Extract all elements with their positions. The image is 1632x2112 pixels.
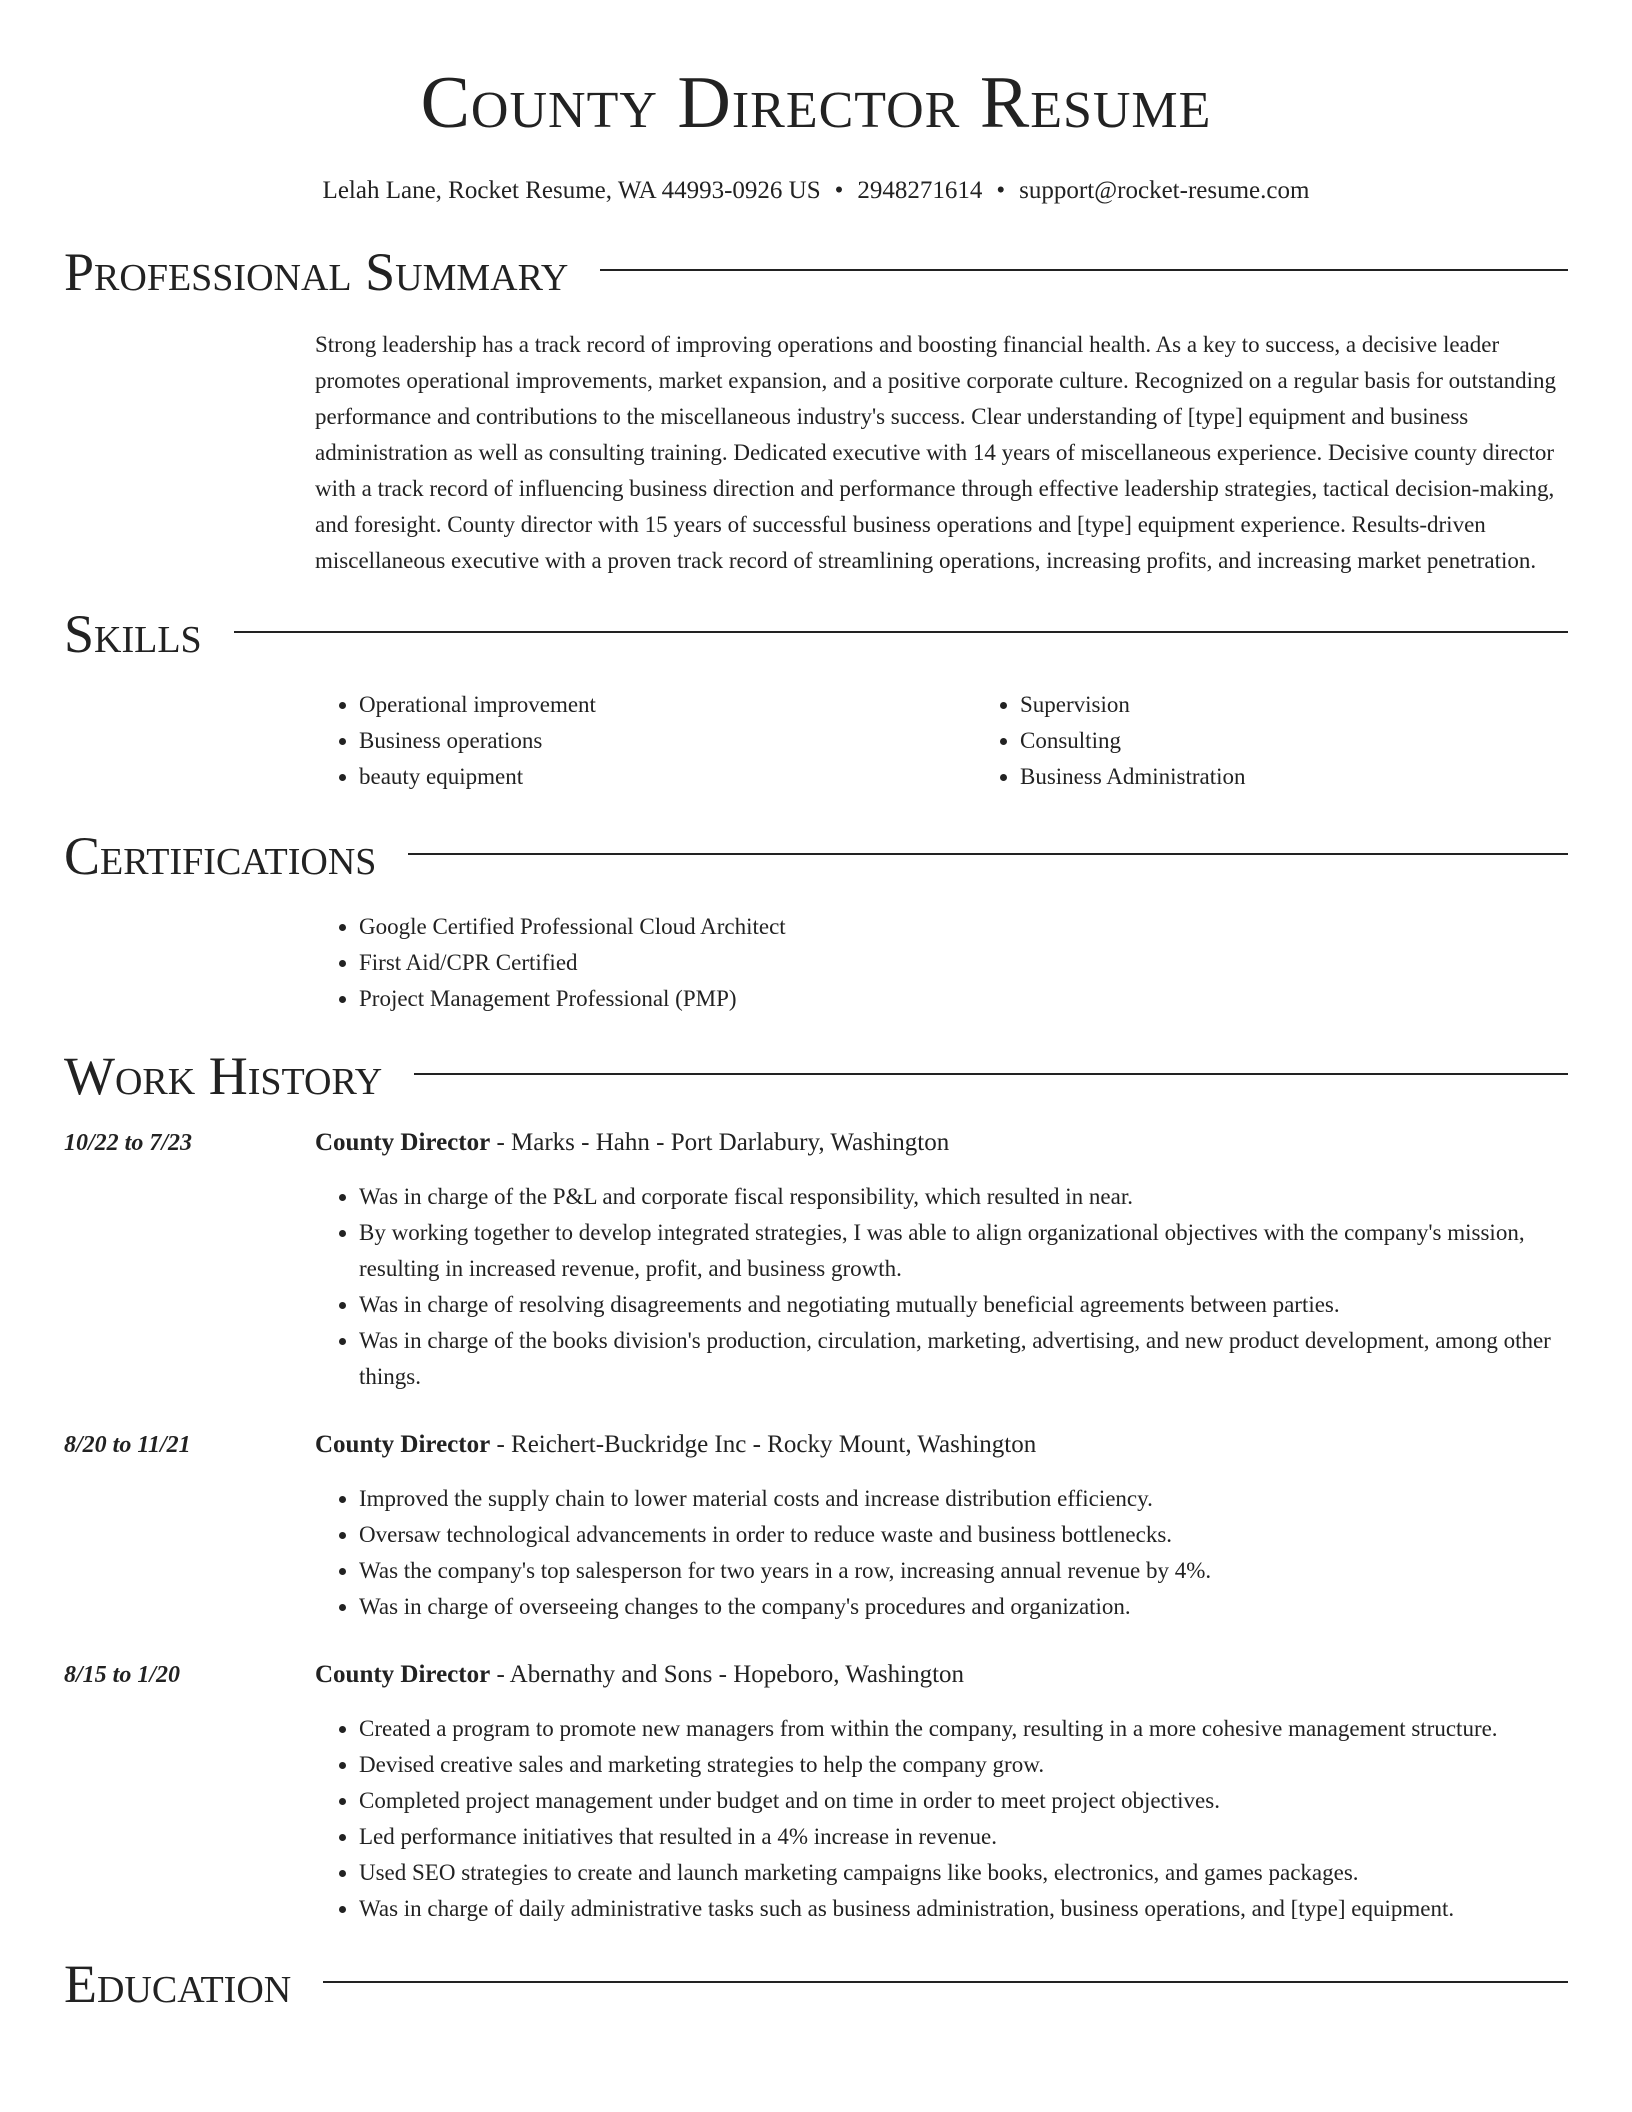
skill-item: • beauty equipment — [359, 759, 976, 795]
section-divider — [600, 269, 1568, 271]
section-education-title: Education — [64, 1954, 292, 2014]
skills-grid — [315, 687, 1568, 795]
section-divider — [414, 1073, 1568, 1075]
skill-item: • Operational improvement — [359, 687, 976, 723]
certifications-list — [315, 909, 1568, 1017]
summary-block — [315, 327, 1568, 579]
job-employer: - Marks - Hahn - Port Darlabury, Washington — [490, 1129, 950, 1156]
resume-page — [64, 0, 1568, 2015]
job-bullet: • Was the company's top salesperson for two years in a row, increasing annual revenue by 4%. — [359, 1553, 1568, 1589]
job-details — [315, 1657, 1568, 1927]
job-bullet: • Was in charge of overseeing changes to the company's procedures and organization. — [359, 1589, 1568, 1625]
job-title: County Director — [315, 1661, 491, 1688]
job-entry — [64, 1657, 1568, 1927]
skill-item: • Business Administration — [1020, 759, 1632, 795]
job-details — [315, 1427, 1568, 1625]
certification-item: • Google Certified Professional Cloud Architect — [359, 909, 1568, 945]
contact-address: Lelah Lane, Rocket Resume, WA 44993-0926 US — [322, 177, 821, 204]
section-divider — [323, 1981, 1568, 1983]
job-title-line — [315, 1427, 1568, 1463]
job-bullets — [315, 1481, 1568, 1625]
job-title: County Director — [315, 1431, 491, 1458]
certification-item: • First Aid/CPR Certified — [359, 945, 1568, 981]
job-bullets — [315, 1179, 1568, 1395]
contact-line — [64, 176, 1568, 206]
skill-item: • Consulting — [1020, 723, 1632, 759]
job-dates: 10/22 to 7/23 — [64, 1130, 193, 1156]
section-divider — [234, 631, 1568, 633]
skills-list-right — [976, 687, 1632, 795]
section-summary-header — [64, 241, 1568, 303]
section-certifications-header — [64, 825, 1568, 887]
skill-item: • Business operations — [359, 723, 976, 759]
job-title-line — [315, 1657, 1568, 1693]
job-bullet: • Used SEO strategies to create and launch marketing campaigns like books, electronics, and games packages. — [359, 1855, 1568, 1891]
summary-text: Strong leadership has a track record of improving operations and boosting financial health. As a key to success, a decisive leader promotes operational improvements, market expansion, and a positive corporate culture. Recognized on a regular basis for outstanding performance and contributions to the miscellaneous industry's success. Clear understanding of [type] equipment and business administration as well as consulting training. Dedicated executive with 14 years of miscellaneous experience. Decisive county director with a track record of influencing business direction and performance through effective leadership strategies, tactical decision-making, and foresight. County director with 15 years of successful business operations and [type] equipment experience. Results-driven miscellaneous executive with a proven track record of streamlining operations, increasing profits, and increasing market penetration. — [315, 332, 1556, 573]
job-bullet: • Was in charge of the P&L and corporate fiscal responsibility, which resulted in near. — [359, 1179, 1568, 1215]
job-bullet: • Was in charge of daily administrative tasks such as business administration, business operations, and [type] equipment. — [359, 1891, 1568, 1927]
section-summary-title: Professional Summary — [64, 242, 569, 302]
section-work-history-title: Work History — [64, 1046, 383, 1106]
job-entry — [64, 1125, 1568, 1395]
section-certifications-title: Certifications — [64, 826, 377, 886]
job-bullet: • Was in charge of the books division's production, circulation, marketing, advertising, and new product development, among other things. — [359, 1323, 1568, 1395]
job-title-line — [315, 1125, 1568, 1161]
job-bullet: • Led performance initiatives that resulted in a 4% increase in revenue. — [359, 1819, 1568, 1855]
skills-list-left — [315, 687, 976, 795]
job-bullets — [315, 1711, 1568, 1927]
certification-item: • Project Management Professional (PMP) — [359, 981, 1568, 1017]
job-bullet: • By working together to develop integrated strategies, I was able to align organizational objectives with the company's mission, resulting in increased revenue, profit, and business growth. — [359, 1215, 1568, 1287]
section-skills-title: Skills — [64, 604, 202, 664]
job-bullet: • Oversaw technological advancements in order to reduce waste and business bottlenecks. — [359, 1517, 1568, 1553]
contact-separator: • — [996, 177, 1006, 204]
job-employer: - Abernathy and Sons - Hopeboro, Washington — [490, 1661, 965, 1688]
job-bullet: • Created a program to promote new managers from within the company, resulting in a more cohesive management structure. — [359, 1711, 1568, 1747]
section-education-header — [64, 1953, 1568, 2015]
skill-item: • Supervision — [1020, 687, 1632, 723]
job-bullet: • Completed project management under budget and on time in order to meet project objectives. — [359, 1783, 1568, 1819]
page-title: County Director Resume — [420, 62, 1212, 144]
job-bullet: • Was in charge of resolving disagreements and negotiating mutually beneficial agreements between parties. — [359, 1287, 1568, 1323]
contact-email: support@rocket-resume.com — [1019, 177, 1310, 204]
section-work-history-header — [64, 1045, 1568, 1107]
job-details — [315, 1125, 1568, 1395]
job-bullet: • Improved the supply chain to lower material costs and increase distribution efficiency. — [359, 1481, 1568, 1517]
certifications-block — [315, 909, 1568, 1017]
contact-phone: 2948271614 — [857, 177, 983, 204]
job-dates: 8/15 to 1/20 — [64, 1662, 181, 1688]
job-entry — [64, 1427, 1568, 1625]
job-title: County Director — [315, 1129, 491, 1156]
section-skills-header — [64, 603, 1568, 665]
section-divider — [408, 853, 1568, 855]
job-dates: 8/20 to 11/21 — [64, 1432, 191, 1458]
job-bullet: • Devised creative sales and marketing strategies to help the company grow. — [359, 1747, 1568, 1783]
job-employer: - Reichert-Buckridge Inc - Rocky Mount, Washington — [490, 1431, 1037, 1458]
contact-separator: • — [834, 177, 844, 204]
